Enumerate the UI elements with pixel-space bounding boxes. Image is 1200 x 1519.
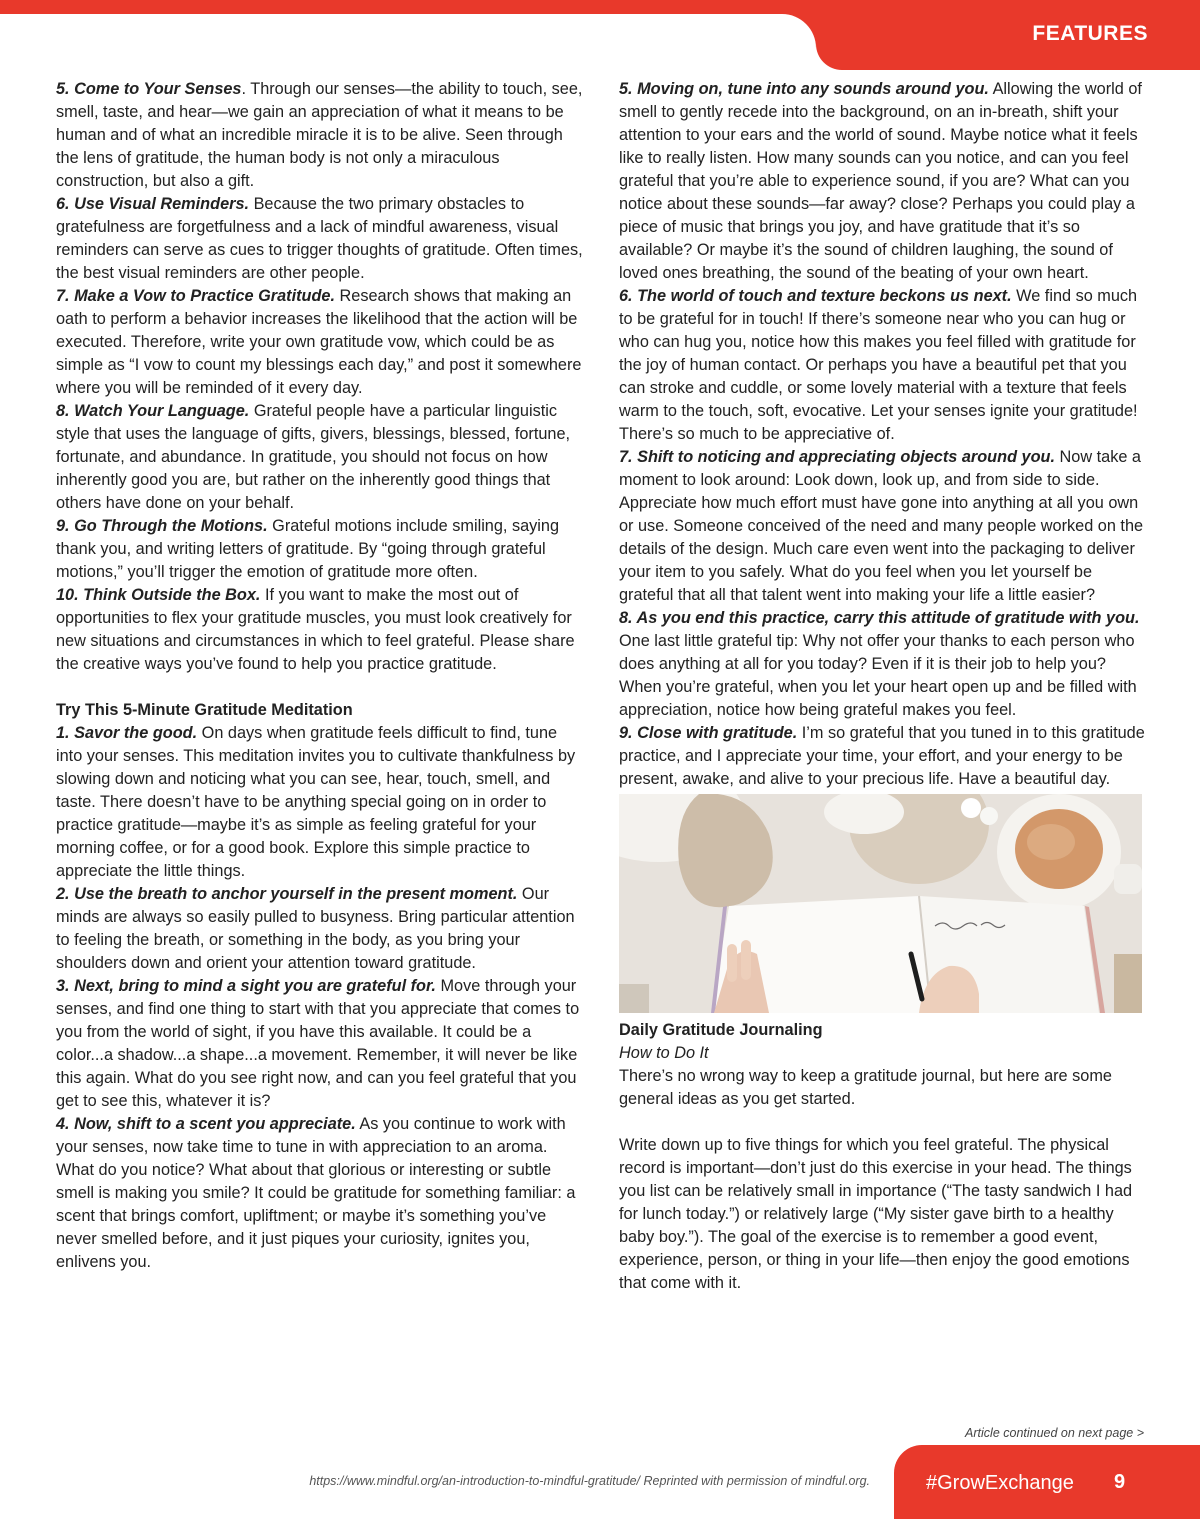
tip-6	[56, 193, 584, 285]
step-lead: 7. Shift to noticing and appreciating objects around you.	[619, 448, 1056, 466]
meditation-step-7	[619, 446, 1146, 607]
step-lead: 9. Close with gratitude.	[619, 724, 798, 742]
step-text: Our minds are always so easily pulled to busyness. Bring particular attention to feeling the breath, or something in the body, as you bring your shoulders down and orient your attention toward gratitude.	[56, 885, 575, 972]
journal-subheading: How to Do It	[619, 1044, 709, 1062]
step-lead: 2. Use the breath to anchor yourself in the present moment.	[56, 885, 518, 903]
features-tab	[816, 0, 1200, 70]
step-text: Move through your senses, and find one thing to start with that you appreciate that comes to you from the world of sight, if you have this available. It could be a color...a shadow...a shape...a movement. Remember, it will never be like this again. What do you see right now, and can you feel grateful that you get to see this, whatever it is?	[56, 977, 580, 1110]
tip-text: Research shows that making an oath to perform a behavior increases the likelihood that the action will be executed. Therefore, write your own gratitude vow, which could be as simple as “I vow to count my blessings each day,” and post it somewhere where you will be reminded of it every day.	[56, 287, 582, 397]
step-text: As you continue to work with your senses, now take time to tune in with appreciation to an aroma. What do you notice? What about that glorious or interesting or subtle smell is making you smile? It could be gratitude for something familiar: a scent that brings comfort, upliftment; or maybe it’s something you’ve never smelled before, and it just piques your curiosity, ignites you, enlivens you.	[56, 1115, 576, 1271]
meditation-step-9	[619, 722, 1146, 791]
journal-heading: Daily Gratitude Journaling	[619, 1021, 823, 1039]
tip-lead: 9. Go Through the Motions.	[56, 517, 268, 535]
tip-9	[56, 515, 584, 584]
step-lead: 6. The world of touch and texture beckons us next.	[619, 287, 1012, 305]
step-text: Now take a moment to look around: Look down, look up, and from side to side. Appreciate how much effort must have gone into anything at all you own or use. Someone conceived of the need and many people worked on the details of the design. Much care even went into the packaging to deliver your item to you safely. What do you feel when you let yourself be grateful that all that talent went into making your life a little easier?	[619, 448, 1144, 604]
step-text: We find so much to be grateful for in touch! If there’s someone near who you can hug or who can hug you, notice how this makes you feel filled with gratitude for the joy of human contact. Or perhaps you have a beautiful pet that you can stroke and cuddle, or some lovely material with a texture that feels warm to the touch, soft, evocative. Let your senses ignite your gratitude! There’s so much to be appreciative of.	[619, 287, 1138, 443]
tip-lead: 10. Think Outside the Box.	[56, 586, 261, 604]
page-number: 9	[1114, 1471, 1126, 1493]
tip-text: Grateful motions include smiling, saying thank you, and writing letters of gratitude. By “going through grateful motions,” you’ll trigger the emotion of gratitude more often.	[56, 517, 560, 581]
tip-10	[56, 584, 584, 676]
meditation-step-1	[56, 722, 584, 883]
step-lead: 1. Savor the good.	[56, 724, 198, 742]
tip-lead: 8. Watch Your Language.	[56, 402, 250, 420]
tip-7	[56, 285, 584, 400]
left-column	[56, 78, 584, 1274]
meditation-step-4	[56, 1113, 584, 1274]
meditation-step-2	[56, 883, 584, 975]
continued-note: Article continued on next page >	[965, 1426, 1144, 1440]
step-lead: 5. Moving on, tune into any sounds around you.	[619, 80, 989, 98]
meditation-step-3	[56, 975, 584, 1113]
tip-text: Because the two primary obstacles to gratefulness are forgetfulness and a lack of mindful awareness, visual reminders can serve as cues to trigger thoughts of gratitude. Often times, the best visual reminders are other people.	[56, 195, 583, 282]
step-text: Allowing the world of smell to gently recede into the background, on an in-breath, shift your attention to your ears and the world of sound. Maybe notice what it feels like to really listen. How many sounds can you notice, and can you feel grateful that you’re able to experience sound, if you are? What can you notice about these sounds—far away? close? Perhaps you could play a piece of music that brings you joy, and have gratitude that it’s so available? Or maybe it’s the sound of children laughing, the sound of loved ones breathing, the sound of the beating of your own heart.	[619, 80, 1142, 282]
section-label: FEATURES	[1032, 22, 1148, 45]
tip-lead: 5. Come to Your Senses	[56, 80, 242, 98]
source-credit: https://www.mindful.org/an-introduction-to-mindful-gratitude/ Reprinted with permission of mindful.org.	[309, 1474, 870, 1488]
hashtag-label: #GrowExchange	[926, 1472, 1074, 1494]
tip-8	[56, 400, 584, 515]
meditation-step-6	[619, 285, 1146, 446]
tip-lead: 7. Make a Vow to Practice Gratitude.	[56, 287, 335, 305]
meditation-heading: Try This 5-Minute Gratitude Meditation	[56, 701, 353, 719]
tip-text: Grateful people have a particular linguistic style that uses the language of gifts, givers, blessings, blessed, fortune, fortunate, and abundance. In gratitude, you should not focus on how inherently good you are, but rather on the inherently good things that others have done on your behalf.	[56, 402, 571, 512]
journal-body: Write down up to five things for which you feel grateful. The physical record is important—don’t just do this exercise in your head. The things you list can be relatively small in importance (“The tasty sandwich I had for lunch today.”) or relatively large (“My sister gave birth to a healthy baby boy.”). The goal of the exercise is to remember a good event, experience, person, or thing in your life—then enjoy the good emotions that come with it.	[619, 1136, 1133, 1292]
journal-intro: There’s no wrong way to keep a gratitude journal, but here are some general ideas as you get started.	[619, 1067, 1112, 1108]
step-text: On days when gratitude feels difficult to find, tune into your senses. This meditation invites you to cultivate thankfulness by slowing down and noticing what you can see, hear, touch, smell, and taste. There doesn’t have to be anything special going on in order to practice gratitude—maybe it’s as simple as feeling grateful for your morning coffee, or for a good book. Explore this simple practice to appreciate the little things.	[56, 724, 576, 880]
tip-5	[56, 78, 584, 193]
journal-photo-illustration	[619, 794, 1142, 1013]
step-text: I’m so grateful that you tuned in to this gratitude practice, and I appreciate your time, your effort, and your energy to be present, awake, and alive to your precious life. Have a beautiful day.	[619, 724, 1145, 788]
tip-text: If you want to make the most out of opportunities to flex your gratitude muscles, you must look creatively for new situations and circumstances in which to feel grateful. Please share the creative ways you’ve found to help you practice gratitude.	[56, 586, 575, 673]
step-lead: 3. Next, bring to mind a sight you are grateful for.	[56, 977, 436, 995]
step-lead: 4. Now, shift to a scent you appreciate.	[56, 1115, 356, 1133]
footer-tab	[894, 1445, 1200, 1519]
step-lead: 8. As you end this practice, carry this attitude of gratitude with you.	[619, 609, 1140, 627]
paragraph-spacer	[56, 676, 584, 699]
tip-lead: 6. Use Visual Reminders.	[56, 195, 250, 213]
right-column	[619, 78, 1146, 1295]
paragraph-spacer	[619, 1111, 1146, 1134]
journal-photo	[619, 794, 1142, 1013]
step-text: One last little grateful tip: Why not offer your thanks to each person who does anything at all for you today? Even if it is their job to help you? When you’re grateful, when you let your heart open up and be filled with appreciation, notice how being grateful makes you feel.	[619, 632, 1137, 719]
meditation-step-8	[619, 607, 1146, 722]
meditation-step-5	[619, 78, 1146, 285]
tip-text: . Through our senses—the ability to touch, see, smell, taste, and hear—we gain an appreciation of what it means to be human and of what an incredible miracle it is to be alive. Seen through the lens of gratitude, the human body is not only a miraculous construction, but also a gift.	[56, 80, 583, 190]
